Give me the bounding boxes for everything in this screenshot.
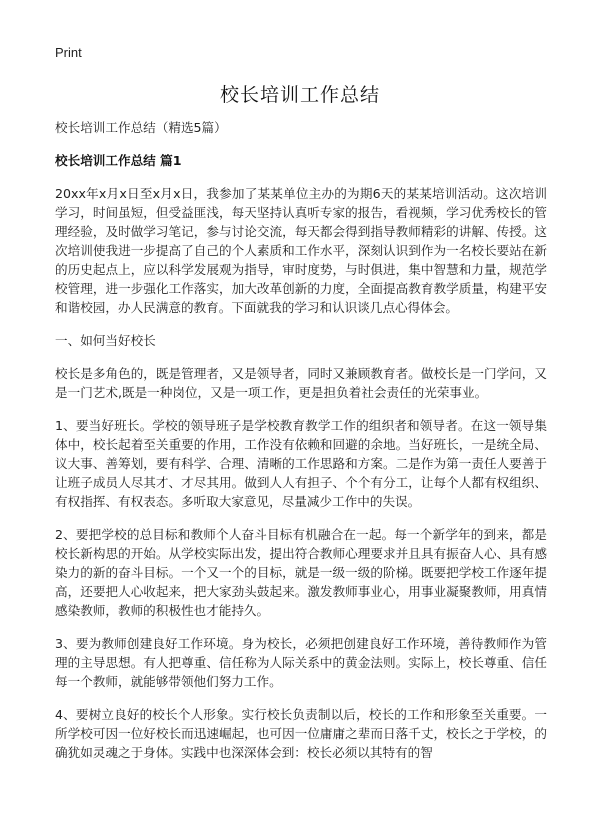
section-heading: 校长培训工作总结 篇1: [55, 153, 182, 168]
paragraph-point-3: 3、要为教师创建良好工作环境。身为校长，必须把创建良好工作环境，善待教师作为管理的主导思想。有人把尊重、信任称为人际关系中的黄金法则。实际上，校长尊重、信任每一个教师，就能够带领他们努力工作。: [55, 636, 547, 689]
paragraph-intro: 20xx年x月x日至x月x日，我参加了某某单位主办的为期6天的某某培训活动。这次培训学习，时间虽短，但受益匪浅，每天坚持认真听专家的报告，看视频，学习优秀校长的管理经验，及时做学习笔记，参与讨论交流，每天都会得到指导教师精彩的讲解、传授。这次培训使我进一步提高了自己的个人素质和工作水平，深刻认识到作为一名校长要站在新的历史起点上，应以科学发展观为指导，审时度势，与时俱进，集中智慧和力量，规范学校管理，进一步强化工作落实，加大改革创新的力度，全面提高教育教学质量，构建平安和谐校园，办人民满意的教育。下面就我的学习和认识谈几点心得体会。: [55, 186, 547, 315]
document-subtitle: 校长培训工作总结（精选5篇）: [55, 120, 227, 135]
paragraph-roles: 校长是多角色的，既是管理者，又是领导者，同时又兼顾教育者。做校长是一门学问，又是一门艺术,既是一种岗位，又是一项工作，更是担负着社会责任的光荣事业。: [55, 366, 547, 400]
print-link[interactable]: Print: [55, 45, 82, 60]
paragraph-point-1: 1、要当好班长。学校的领导班子是学校教育教学工作的组织者和领导者。在这一领导集体中，校长起着至关重要的作用，工作没有依赖和回避的余地。当好班长，一是统全局、议大事、善筹划，要有科学、合理、清晰的工作思路和方案。二是作为第一责任人要善于让班子成员人尽其才、才尽其用。做到人人有担子、个个有分工，让每个人都有权组织、有权指挥、有权表态。多听取大家意见，尽量减少工作中的失误。: [55, 418, 547, 509]
document-body: [55, 118, 547, 776]
page-title: 校长培训工作总结: [219, 84, 380, 106]
subheading-how-to-be-principal: 一、如何当好校长: [55, 333, 156, 348]
paragraph-point-2: 2、要把学校的总目标和教师个人奋斗目标有机融合在一起。每一个新学年的到来，都是校长新构思的开始。从学校实际出发，提出符合教师心理要求并且具有振奋人心、具有感染力的新的奋斗目标。一个又一个的目标，就是一级一级的阶梯。既要把学校工作逐年提高，还要把人心收起来，把大家劲头鼓起来。激发教师事业心，用事业凝聚教师，用真情感染教师，教师的积极性也才能持久。: [55, 527, 547, 618]
paragraph-point-4: 4、要树立良好的校长个人形象。实行校长负责制以后，校长的工作和形象至关重要。一所学校可因一位好校长而迅速崛起，也可因一位庸庸之辈而日落千丈，校长之于学校，的确犹如灵魂之于身体。实践中也深深体会到：校长必须以其特有的智: [55, 707, 547, 760]
